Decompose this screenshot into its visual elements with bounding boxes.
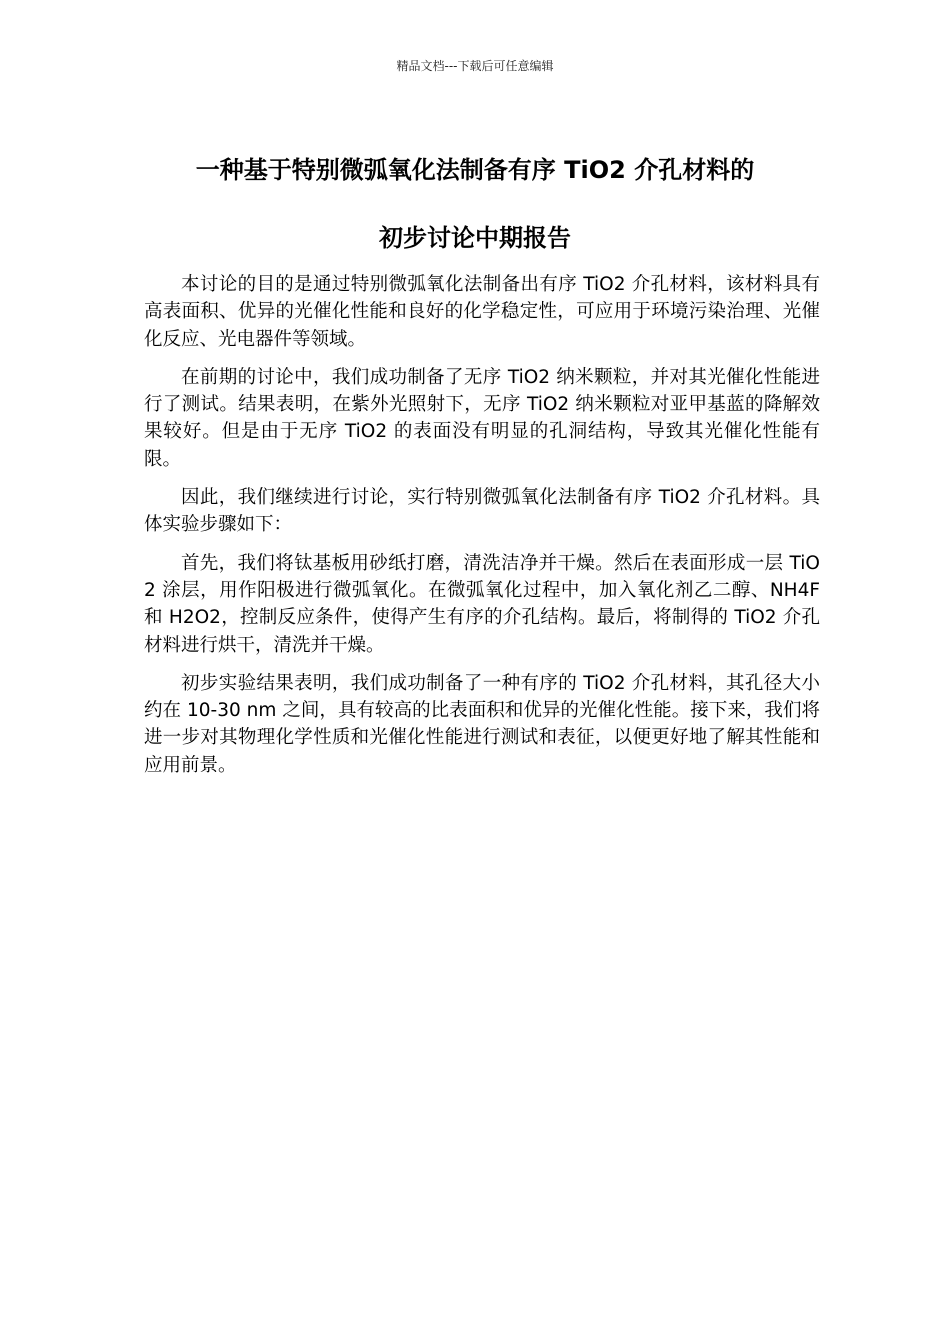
document-title xyxy=(60,136,890,272)
title-line-2: 初步讨论中期报告 xyxy=(379,224,571,252)
paragraph-results: 初步实验结果表明，我们成功制备了一种有序的 TiO2 介孔材料，其孔径大小约在 10-30 nm 之间，具有较高的比表面积和优异的光催化性能。接下来，我们将进一步对其物理化学性质和光催化性能进行测试和表征，以便更好地了解其性能和应用前景。 xyxy=(144,672,820,776)
paragraph-purpose: 本讨论的目的是通过特别微弧氧化法制备出有序 TiO2 介孔材料，该材料具有高表面积、优异的光催化性能和良好的化学稳定性，可应用于环境污染治理、光催化反应、光电器件等领域。 xyxy=(144,274,820,350)
title-line-1: 一种基于特别微弧氧化法制备有序 TiO2 介孔材料的 xyxy=(195,156,755,184)
document-body xyxy=(144,271,820,790)
paragraph-procedure: 首先，我们将钛基板用砂纸打磨，清洗洁净并干燥。然后在表面形成一层 TiO2 涂层，用作阳极进行微弧氧化。在微弧氧化过程中，加入氧化剂乙二醇、NH4F 和 H2O2，控制反应条件，使得产生有序的介孔结构。最后，将制得的 TiO2 介孔材料进行烘干，清洗并干燥。 xyxy=(144,552,820,656)
paragraph-previous-work: 在前期的讨论中，我们成功制备了无序 TiO2 纳米颗粒，并对其光催化性能进行了测试。结果表明，在紫外光照射下，无序 TiO2 纳米颗粒对亚甲基蓝的降解效果较好。但是由于无序 TiO2 的表面没有明显的孔洞结构，导致其光催化性能有限。 xyxy=(144,366,820,470)
page-header: 精品文档---下载后可任意编辑 xyxy=(396,59,554,73)
paragraph-continuation: 因此，我们继续进行讨论，实行特别微弧氧化法制备有序 TiO2 介孔材料。具体实验步骤如下： xyxy=(144,487,820,536)
